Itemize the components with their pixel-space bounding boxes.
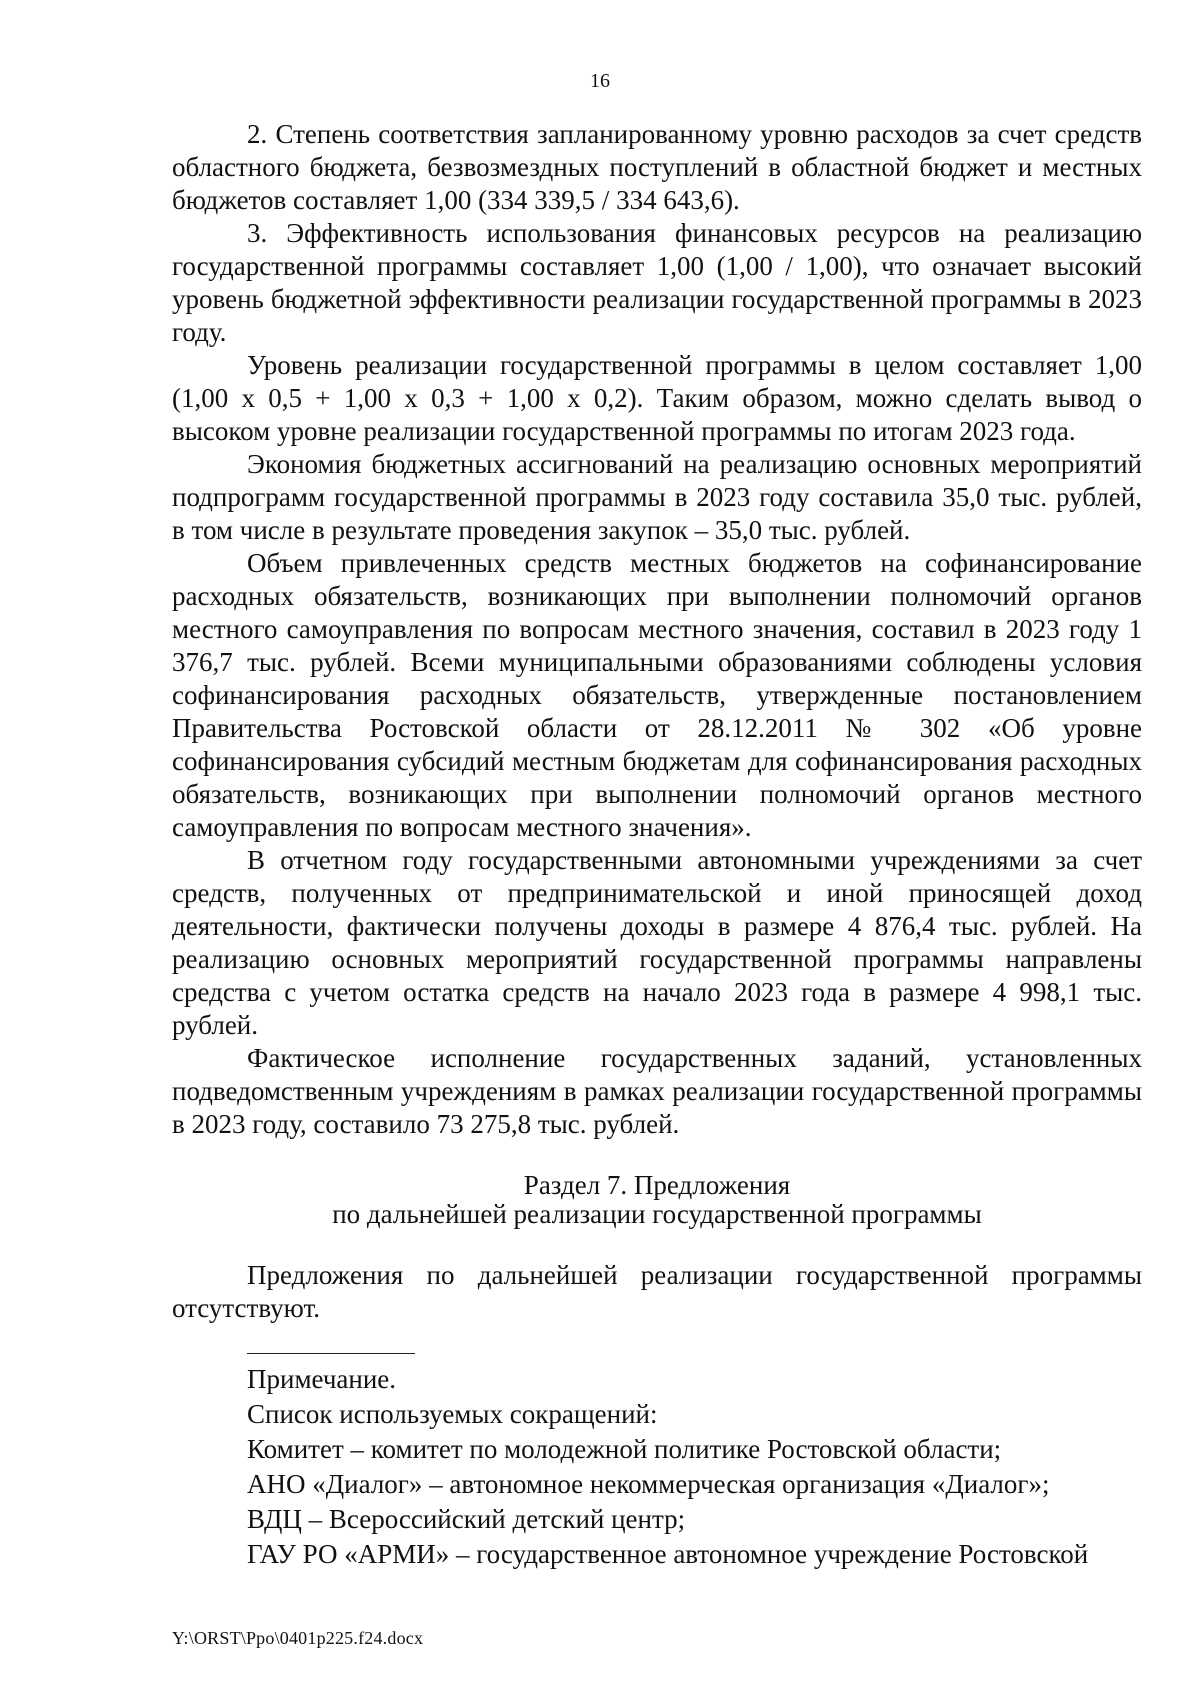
file-path-footer: Y:\ORST\Ppo\0401p225.f24.docx [172, 1628, 424, 1648]
section-title-line1: Раздел 7. Предложения [523, 1170, 791, 1200]
paragraph-state-tasks: Фактическое исполнение государственных заданий, установленных подведомственным учреждениям в рамках реализации государственной программы в 2023 году, составило 73 275,8 тыс. рублей. [172, 1043, 1142, 1139]
paragraph-budget-compliance: 2. Степень соответствия запланированному уровню расходов за счет средств областного бюджета, безвозмездных поступлений в областной бюджет и местных бюджетов составляет 1,00 (334 339,5 / 334 643,6). [172, 119, 1142, 215]
paragraph-local-budgets: Объем привлеченных средств местных бюджетов на софинансирование расходных обязательств, возникающих при выполнении полномочий органов местного самоуправления по вопросам местного значения, составил в 2023 году 1 376,7 тыс. рублей. Всеми муниципальными образованиями соблюдены условия софинансирования расходных обязательств, утвержденные постановлением Правительства Ростовской области от 28.12.2011 № 302 «Об уровне софинансирования субсидий местным бюджетам для софинансирования расходных обязательств, возникающих при выполнении полномочий органов местного самоуправления по вопросам местного значения». [172, 548, 1142, 842]
section-text: Предложения по дальнейшей реализации государственной программы отсутствуют. [172, 1260, 1142, 1323]
paragraph-autonomous-income: В отчетном году государственными автономными учреждениями за счет средств, полученных от предпринимательской и иной приносящей доход деятельности, фактически получены доходы в размере 4 876,4 тыс. рублей. На реализацию основных мероприятий государственной программы направлены средства с учетом остатка средств на начало 2023 года в размере 4 998,1 тыс. рублей. [172, 845, 1142, 1040]
paragraph-financial-efficiency: 3. Эффективность использования финансовых ресурсов на реализацию государственной программы составляет 1,00 (1,00 / 1,00), что означает высокий уровень бюджетной эффективности реализации государственной программы в 2023 году. [172, 218, 1142, 347]
note-line: АНО «Диалог» – автономное некоммерческая организация «Диалог»; [247, 1469, 1050, 1499]
section-title-line2: по дальнейшей реализации государственной программы [332, 1199, 982, 1229]
document-body [172, 118, 1142, 1572]
paragraph-program-level: Уровень реализации государственной программы в целом составляет 1,00 (1,00 х 0,5 + 1,00 х 0,3 + 1,00 х 0,2). Таким образом, можно сделать вывод о высоком уровне реализации государственной программы по итогам 2023 года. [172, 350, 1142, 446]
note-line: Список используемых сокращений: [247, 1399, 658, 1429]
page-number: 16 [590, 70, 610, 92]
paragraph-savings: Экономия бюджетных ассигнований на реализацию основных мероприятий подпрограмм государственной программы в 2023 году составила 35,0 тыс. рублей, в том числе в результате проведения закупок – 35,0 тыс. рублей. [172, 449, 1142, 545]
note-line: ВДЦ – Всероссийский детский центр; [247, 1504, 686, 1534]
note-line: ГАУ РО «АРМИ» – государственное автономное учреждение Ростовской [247, 1539, 1089, 1569]
note-heading: Примечание. [247, 1364, 397, 1394]
note-line: Комитет – комитет по молодежной политике Ростовской области; [247, 1434, 1002, 1464]
footnote-divider [247, 1353, 415, 1354]
section-heading [172, 1171, 1142, 1229]
